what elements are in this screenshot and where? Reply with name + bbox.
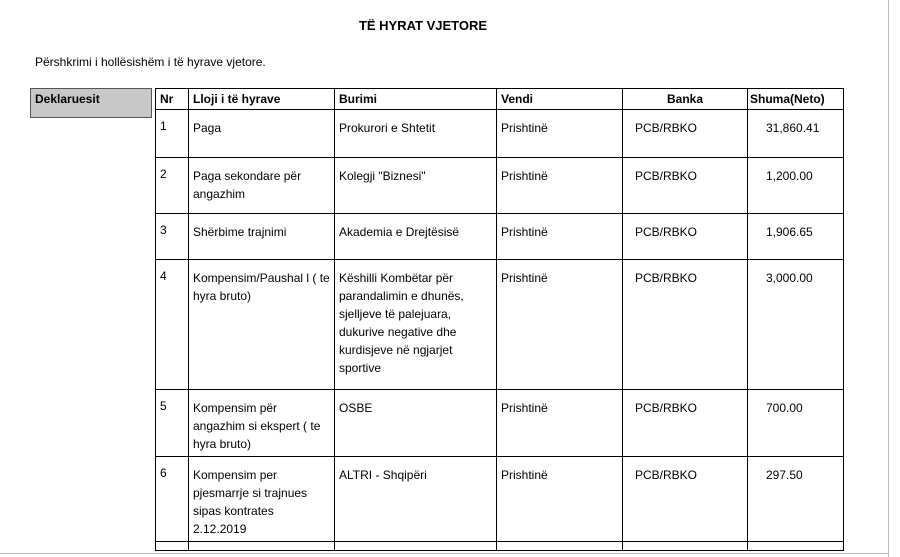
- cell-nr: 5: [156, 390, 189, 457]
- table-row: [156, 214, 844, 260]
- cell-place: Prishtinë: [497, 260, 623, 390]
- cell-source: ALTRI - Shqipëri: [335, 457, 497, 542]
- cell-type: Kompensim/Paushal l ( te hyra bruto): [189, 260, 335, 390]
- cell-bank: PCB/RBKO: [623, 158, 748, 214]
- cell-nr: 2: [156, 158, 189, 214]
- cell-bank: PCB/RBKO: [623, 214, 748, 260]
- header-source: Burimi: [335, 89, 497, 110]
- cell-nr: 4: [156, 260, 189, 390]
- header-place: Vendi: [497, 89, 623, 110]
- cell-bank: PCB/RBKO: [623, 110, 748, 158]
- cell-nr: 3: [156, 214, 189, 260]
- declarer-label: Deklaruesit: [30, 88, 152, 118]
- table-row: [156, 390, 844, 457]
- cell-source: Akademia e Drejtësisë: [335, 214, 497, 260]
- cell-place: Prishtinë: [497, 390, 623, 457]
- page-subtitle: Përshkrimi i hollësishëm i të hyrave vjetore.: [35, 55, 266, 69]
- empty-cell: [156, 542, 189, 551]
- cell-place: Prishtinë: [497, 457, 623, 542]
- cell-bank: PCB/RBKO: [623, 390, 748, 457]
- income-table: [155, 88, 844, 551]
- cell-amount: 1,906.65: [748, 214, 844, 260]
- cell-source: Kolegji "Biznesi": [335, 158, 497, 214]
- cell-bank: PCB/RBKO: [623, 457, 748, 542]
- header-bank: Banka: [623, 89, 748, 110]
- cell-amount: 297.50: [748, 457, 844, 542]
- cell-source: Këshilli Kombëtar për parandalimin e dhunës, sjelljeve të palejuara, dukurive negative dhe kurdisjeve në ngjarjet sportive: [335, 260, 497, 390]
- cell-amount: 700.00: [748, 390, 844, 457]
- cell-place: Prishtinë: [497, 110, 623, 158]
- cell-bank: PCB/RBKO: [623, 260, 748, 390]
- cell-type: Kompensim per pjesmarrje si trajnues sipas kontrates 2.12.2019: [189, 457, 335, 542]
- cell-amount: 31,860.41: [748, 110, 844, 158]
- table-row: [156, 110, 844, 158]
- page-bottom-edge: [0, 553, 889, 554]
- empty-cell: [623, 542, 748, 551]
- table-row: [156, 158, 844, 214]
- cell-type: Kompensim për angazhim si ekspert ( te hyra bruto): [189, 390, 335, 457]
- cell-type: Paga: [189, 110, 335, 158]
- cell-amount: 1,200.00: [748, 158, 844, 214]
- page-right-edge: [888, 0, 889, 557]
- header-amount: Shuma(Neto): [748, 89, 844, 110]
- empty-cell: [748, 542, 844, 551]
- header-nr: Nr: [156, 89, 189, 110]
- empty-cell: [189, 542, 335, 551]
- cell-type: Paga sekondare për angazhim: [189, 158, 335, 214]
- table-row: [156, 260, 844, 390]
- cell-place: Prishtinë: [497, 158, 623, 214]
- cell-source: Prokurori e Shtetit: [335, 110, 497, 158]
- empty-cell: [335, 542, 497, 551]
- table-row: [156, 457, 844, 542]
- cell-place: Prishtinë: [497, 214, 623, 260]
- table-row-empty: [156, 542, 844, 551]
- empty-cell: [497, 542, 623, 551]
- cell-nr: 6: [156, 457, 189, 542]
- page-title: TË HYRAT VJETORE: [358, 18, 488, 33]
- table-header-row: [156, 89, 844, 110]
- cell-type: Shërbime trajnimi: [189, 214, 335, 260]
- cell-nr: 1: [156, 110, 189, 158]
- cell-amount: 3,000.00: [748, 260, 844, 390]
- header-type: Lloji i të hyrave: [189, 89, 335, 110]
- cell-source: OSBE: [335, 390, 497, 457]
